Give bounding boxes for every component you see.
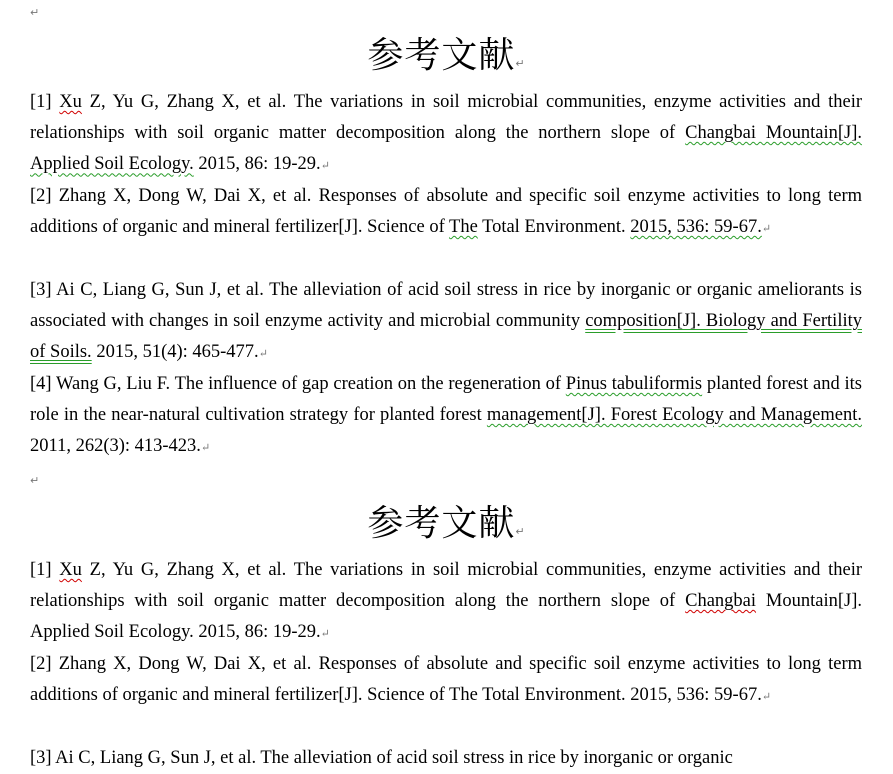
spell-flag: Xu bbox=[59, 560, 82, 580]
paragraph-mark: ↵ bbox=[761, 223, 772, 236]
reference-4: [4] Wang G, Liu F. The influence of gap creation on the regeneration of Pinus tabuliformis planted forest and its role in the near-natural cultivation strategy for planted forest management[J]. Forest Ecology and Management. 2011, 262(3): 413-423.↵ bbox=[30, 374, 863, 457]
paragraph-mark: ↵ bbox=[515, 57, 526, 70]
section-title bbox=[0, 34, 893, 86]
reference-1-copy: [1] Xu Z, Yu G, Zhang X, et al. The variations in soil microbial communities, enzyme activities and their relationships with soil organic matter decomposition along the northern slope of Changbai Mountain[J]. Applied Soil Ecology. 2015, 86: 19-29.↵ bbox=[30, 560, 862, 643]
grammar-flag: Changbai Mountain[J]. Applied Soil Ecology. bbox=[30, 123, 862, 175]
paragraph-mark: ↵ bbox=[320, 628, 330, 641]
grammar-flag: management[J]. Forest Ecology and Management. bbox=[486, 405, 862, 426]
paragraph-mark: ↵ bbox=[258, 348, 268, 361]
grammar-flag: composition[J]. Biology and Fertility of Soils. bbox=[30, 311, 862, 363]
reference-2: [2] Zhang X, Dong W, Dai X, et al. Responses of absolute and specific soil enzyme activities to long term additions of organic and mineral fertilizer[J]. Science of The Total Environment. 2015, 536: 59-67.↵ bbox=[30, 186, 862, 238]
grammar-flag: 2015, 536: 59-67. bbox=[630, 217, 762, 238]
spell-flag: Xu bbox=[59, 92, 82, 112]
section-title-text: 参考文献 bbox=[367, 503, 516, 544]
grammar-flag: Pinus tabuliformis bbox=[565, 374, 703, 394]
paragraph-mark: ↵ bbox=[30, 6, 40, 19]
reference-3: [3] Ai C, Liang G, Sun J, et al. The alleviation of acid soil stress in rice by inorganic or organic ameliorants is associated with changes in soil enzyme activity and microbial community composition[J]. Biology and Fertility of Soils. 2015, 51(4): 465-477.↵ bbox=[30, 280, 862, 363]
reference-3-partial: [3] Ai C, Liang G, Sun J, et al. The alleviation of acid soil stress in rice by inorganic or organic bbox=[30, 748, 733, 768]
paragraph-mark: ↵ bbox=[515, 525, 526, 538]
section-title-text: 参考文献 bbox=[367, 35, 516, 76]
paragraph-mark: ↵ bbox=[200, 442, 211, 455]
reference-2-copy: [2] Zhang X, Dong W, Dai X, et al. Responses of absolute and specific soil enzyme activities to long term additions of organic and mineral fertilizer[J]. Science of The Total Environment. 2015, 536: 59-67.↵ bbox=[30, 654, 862, 706]
section-title bbox=[0, 502, 893, 554]
spell-flag: Changbai bbox=[685, 591, 757, 612]
paragraph-mark: ↵ bbox=[761, 691, 772, 704]
paragraph-mark: ↵ bbox=[320, 160, 330, 173]
paragraph-mark: ↵ bbox=[30, 474, 40, 487]
reference-1: [1] Xu Z, Yu G, Zhang X, et al. The variations in soil microbial communities, enzyme activities and their relationships with soil organic matter decomposition along the northern slope of Changbai Mountain[J]. Applied Soil Ecology. 2015, 86: 19-29.↵ bbox=[30, 92, 862, 175]
grammar-flag: The bbox=[449, 217, 478, 238]
